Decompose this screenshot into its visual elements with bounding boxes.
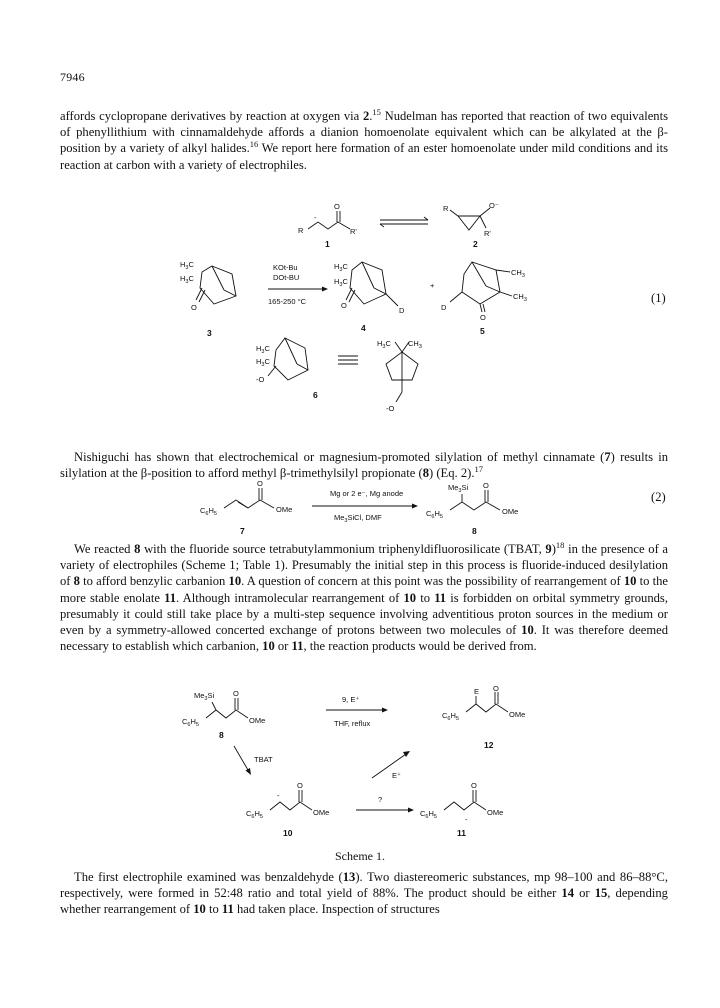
svg-text:Mg or 2 e⁻, Mg anode: Mg or 2 e⁻, Mg anode (330, 489, 404, 498)
svg-text:C6H5: $C_6H_5$ (426, 509, 443, 520)
svg-text:E: E (474, 687, 480, 696)
svg-text:11: 11 (457, 828, 466, 838)
svg-text:8: 8 (219, 730, 224, 740)
svg-text:O: O (334, 202, 340, 211)
compound-6-homoenolate (256, 338, 308, 384)
svg-text:CH3: $CH_3$ (513, 292, 527, 303)
svg-text:R: R (298, 226, 304, 235)
equation-1-scheme (0, 252, 720, 447)
svg-text:9, E⁺: 9, E⁺ (342, 695, 360, 704)
compound-ref: 8 (134, 542, 141, 556)
citation: 16 (249, 139, 259, 150)
svg-text:R': R' (484, 229, 491, 238)
svg-text:C6H5: $C_6H_5$ (182, 717, 199, 728)
svg-text:THF, reflux: THF, reflux (334, 719, 371, 728)
scheme1-compound-8 (182, 689, 265, 740)
paragraph-3: We reacted 8 with the fluoride source tetrabutylammonium triphenyldifluorosilicate (TBAT, 9)$^{18}$ in the presence of a variety of electrophiles (Scheme 1; Table 1). Presumably the initial step in this process is fluoride-induced desilylation of 8 to afford benzylic carbanion 10. A question of concern at this point was the possibility of rearrangement of 10 to the more stable enolate 11. Although intramolecular rearrangement of 10 to 11 is forbidden on orbital symmetry grounds, presumably it could still take place by a multi-step sequence involving adventitious proton sources in the medium or even by a symmetry-allowed concerted exchange of protons between two molecules of 10. It was therefore deemed necessary to establish which carbanion, 10 or 11, the reaction products would be derived from. (60, 539, 669, 654)
scheme-1 (0, 686, 720, 846)
svg-text:2: 2 (473, 239, 478, 249)
scheme1-tbat-arrow (234, 746, 273, 775)
scheme1-compound-10 (246, 781, 329, 838)
scheme1-compound-12 (442, 684, 525, 750)
svg-text:OMe: OMe (509, 710, 526, 719)
page-number: 7946 (60, 70, 85, 84)
svg-text:H3C: $H_3C$ (334, 277, 348, 288)
equation-2-scheme (0, 480, 720, 540)
svg-text:OMe: OMe (249, 716, 266, 725)
plus-sign: + (430, 281, 435, 290)
scheme-caption: Scheme 1. (335, 849, 385, 863)
compound-8 (426, 481, 518, 536)
svg-text:H3C: $H_3C$ (180, 274, 194, 285)
svg-text:DOt-BU: DOt-BU (273, 273, 300, 282)
svg-text:OMe: OMe (276, 505, 293, 514)
svg-text:TBAT: TBAT (254, 755, 273, 764)
svg-text:O: O (233, 689, 239, 698)
svg-text:?: ? (378, 795, 383, 804)
svg-text:O: O (493, 684, 499, 693)
compound-3 (180, 260, 236, 338)
compound-ref: 10 (262, 639, 275, 654)
svg-text:-: - (277, 791, 280, 800)
compound-ref: 11 (221, 902, 234, 917)
svg-text:E⁺: E⁺ (392, 771, 401, 780)
svg-text:H3C: $H_3C$ (377, 339, 391, 350)
svg-text:H3C: $H_3C$ (256, 357, 270, 368)
svg-text:-: - (465, 815, 468, 824)
svg-text:-: - (314, 213, 317, 222)
citation: 17 (474, 464, 483, 475)
eq1-reaction-arrow (268, 263, 328, 306)
svg-text:4: 4 (361, 323, 366, 333)
compound-4 (334, 262, 405, 333)
svg-text:D: D (441, 303, 447, 312)
compound-ref: 11 (434, 590, 447, 605)
svg-text:-O: -O (256, 375, 265, 384)
compound-ref: 2 (362, 109, 370, 123)
svg-text:Me3Si: $Me_3Si$ (194, 691, 215, 702)
compound-ref: 7 (604, 450, 611, 464)
svg-text:O: O (471, 781, 477, 790)
compound-7 (200, 479, 292, 536)
scheme1-compound-11 (420, 781, 503, 838)
svg-text:Me3Si: $Me_3Si$ (448, 483, 469, 494)
compound-ref: 10 (521, 623, 534, 638)
compound-ref: 10 (193, 902, 206, 917)
svg-text:165-250 °C: 165-250 °C (268, 297, 307, 306)
svg-text:-O: -O (386, 404, 395, 413)
svg-text:10: 10 (283, 828, 293, 838)
svg-text:Me3SiCl, DMF: $Me_3SiCl$, DMF (334, 513, 382, 524)
structure-1 (298, 202, 357, 249)
svg-text:C6H5: $C_6H_5$ (442, 711, 459, 722)
svg-text:C6H5: $C_6H_5$ (420, 809, 437, 820)
scheme1-electrophile-arrow (372, 751, 410, 780)
svg-text:8: 8 (472, 526, 477, 536)
citation: 18 (555, 539, 565, 550)
scheme1-top-arrow (326, 695, 388, 728)
svg-text:H3C: $H_3C$ (256, 344, 270, 355)
compound-ref: 13 (342, 870, 356, 884)
svg-text:C6H5: $C_6H_5$ (246, 809, 263, 820)
svg-text:KOt-Bu: KOt-Bu (273, 263, 298, 272)
compound-ref: 15 (594, 886, 608, 901)
equation-1-number: (1) (651, 291, 666, 305)
compound-ref: 10 (228, 574, 242, 589)
compound-ref: 8 (422, 466, 429, 481)
svg-text:D: D (399, 306, 405, 315)
compound-ref: 11 (164, 590, 176, 605)
scheme1-rearrangement-arrow (356, 795, 414, 813)
equivalence-sign (338, 356, 358, 364)
compound-ref: 8 (73, 574, 80, 589)
paragraph-4: The first electrophile examined was benzaldehyde (13). Two diastereomeric substances, mp 98–100 and 86–88°C, respectively, were formed in 52:48 ratio and total yield of 88%. The product should be either 14 or 15, depending whether rearrangement of 10 to 11 had taken place. Inspection of structures (60, 870, 668, 917)
compound-6-label: 6 (313, 390, 318, 400)
svg-text:O: O (257, 479, 263, 488)
svg-text:OMe: OMe (487, 808, 504, 817)
svg-text:H3C: $H_3C$ (180, 260, 194, 271)
svg-text:O: O (480, 313, 486, 322)
equilibrium-arrow (380, 217, 428, 227)
svg-text:12: 12 (484, 740, 494, 750)
equation-2-number: (2) (651, 490, 666, 504)
paragraph-1: affords cyclopropane derivatives by reaction at oxygen via 2.15 Nudelman has reported that reaction of two equivalents of phenyllithium with cinnamaldehyde affords a dianion homoenolate equivalent which can be alkylated at the β-position by a variety of alkyl halides.$^{16}$ We report here formation of an ester homoenolate under mild conditions and its reaction at carbon with a variety of electrophiles. (60, 106, 668, 172)
svg-text:3: 3 (207, 328, 212, 338)
compound-ref: 14 (561, 886, 575, 901)
svg-text:OMe: OMe (502, 507, 519, 516)
structure-2 (443, 201, 499, 249)
compound-5 (441, 262, 527, 336)
svg-text:O: O (191, 303, 197, 312)
svg-text:R': R' (350, 227, 357, 236)
svg-text:OMe: OMe (313, 808, 330, 817)
svg-text:CH3: $CH_3$ (511, 268, 525, 279)
svg-text:R: R (443, 204, 449, 213)
svg-text:O: O (483, 481, 489, 490)
compound-ref: 10 (403, 590, 417, 605)
svg-text:O⁻: O⁻ (489, 201, 499, 210)
compound-ref: 9 (545, 542, 552, 556)
compound-ref: 10 (623, 574, 637, 589)
svg-text:O: O (297, 781, 303, 790)
paragraph-2: Nishiguchi has shown that electrochemical or magnesium-promoted silylation of methyl cinnamate (7) results in silylation at the β-position to afford methyl β-trimethylsilyl propionate (8) (Eq. 2).$^{17}$ (60, 450, 669, 481)
svg-text:5: 5 (480, 326, 485, 336)
homoenolate-equilibrium-scheme (0, 200, 720, 250)
compound-ref: 11 (291, 639, 304, 654)
eq2-reaction-arrow (312, 489, 418, 524)
svg-text:H3C: $H_3C$ (334, 262, 348, 273)
svg-text:CH3: $CH_3$ (408, 339, 422, 350)
citation: 15 (372, 106, 381, 117)
compound-6-cyclopropoxide (377, 339, 422, 413)
svg-text:C6H5: $C_6H_5$ (200, 506, 217, 517)
svg-text:7: 7 (240, 526, 245, 536)
svg-text:O: O (341, 301, 347, 310)
svg-text:1: 1 (325, 239, 330, 249)
